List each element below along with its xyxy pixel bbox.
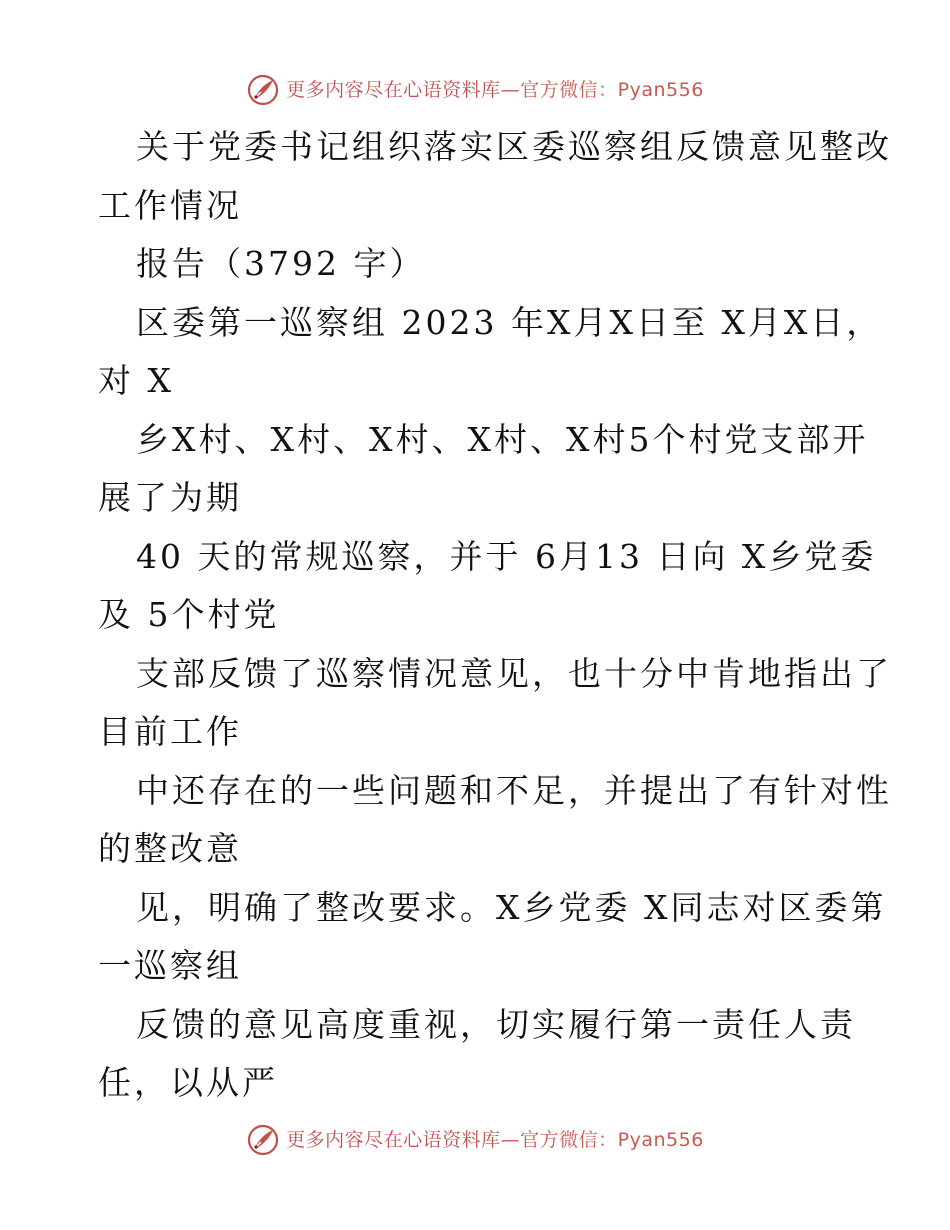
watermark-main-text: 更多内容尽在心语资料库 xyxy=(286,1128,501,1151)
text-line: 及 5个村党 xyxy=(98,595,280,634)
feather-pen-logo-icon xyxy=(246,73,280,107)
text-line: 目前工作 xyxy=(98,712,242,751)
footer-watermark xyxy=(0,1120,950,1160)
text-line: 乡X村、X村、X村、X村、X村5个村党支部开 xyxy=(136,419,869,459)
text-line: 工作情况 xyxy=(98,185,242,225)
text-line: 区委第一巡察组 2023 年X月X日至 X月X日， xyxy=(136,302,883,342)
watermark-text xyxy=(286,1128,704,1151)
feather-pen-logo-icon xyxy=(246,1123,280,1157)
text-line: 支部反馈了巡察情况意见，也十分中肯地指出了 xyxy=(136,653,892,693)
text-line: 对 X xyxy=(98,361,174,400)
document-body xyxy=(98,118,892,1113)
text-line: 任，以从严 xyxy=(98,1063,278,1102)
text-line: 见，明确了整改要求。X乡党委 X同志对区委第 xyxy=(136,887,887,927)
text-line: 的整改意 xyxy=(98,829,242,868)
watermark-sub-text: —官方微信：Pyan556 xyxy=(500,78,704,101)
watermark-main-text: 更多内容尽在心语资料库 xyxy=(286,78,501,101)
text-line: 40 天的常规巡察，并于 6月13 日向 X乡党委 xyxy=(136,536,877,576)
text-line: 报告（3792 字） xyxy=(136,244,426,283)
watermark-text xyxy=(286,78,704,101)
text-line: 反馈的意见高度重视，切实履行第一责任人责 xyxy=(136,1004,856,1044)
header-watermark xyxy=(0,70,950,110)
text-line: 关于党委书记组织落实区委巡察组反馈意见整改 xyxy=(136,127,892,166)
text-line: 展了为期 xyxy=(98,478,242,517)
text-line: 一巡察组 xyxy=(98,946,242,985)
watermark-sub-text: —官方微信：Pyan556 xyxy=(500,1128,704,1151)
text-line: 中还存在的一些问题和不足，并提出了有针对性 xyxy=(136,770,892,810)
